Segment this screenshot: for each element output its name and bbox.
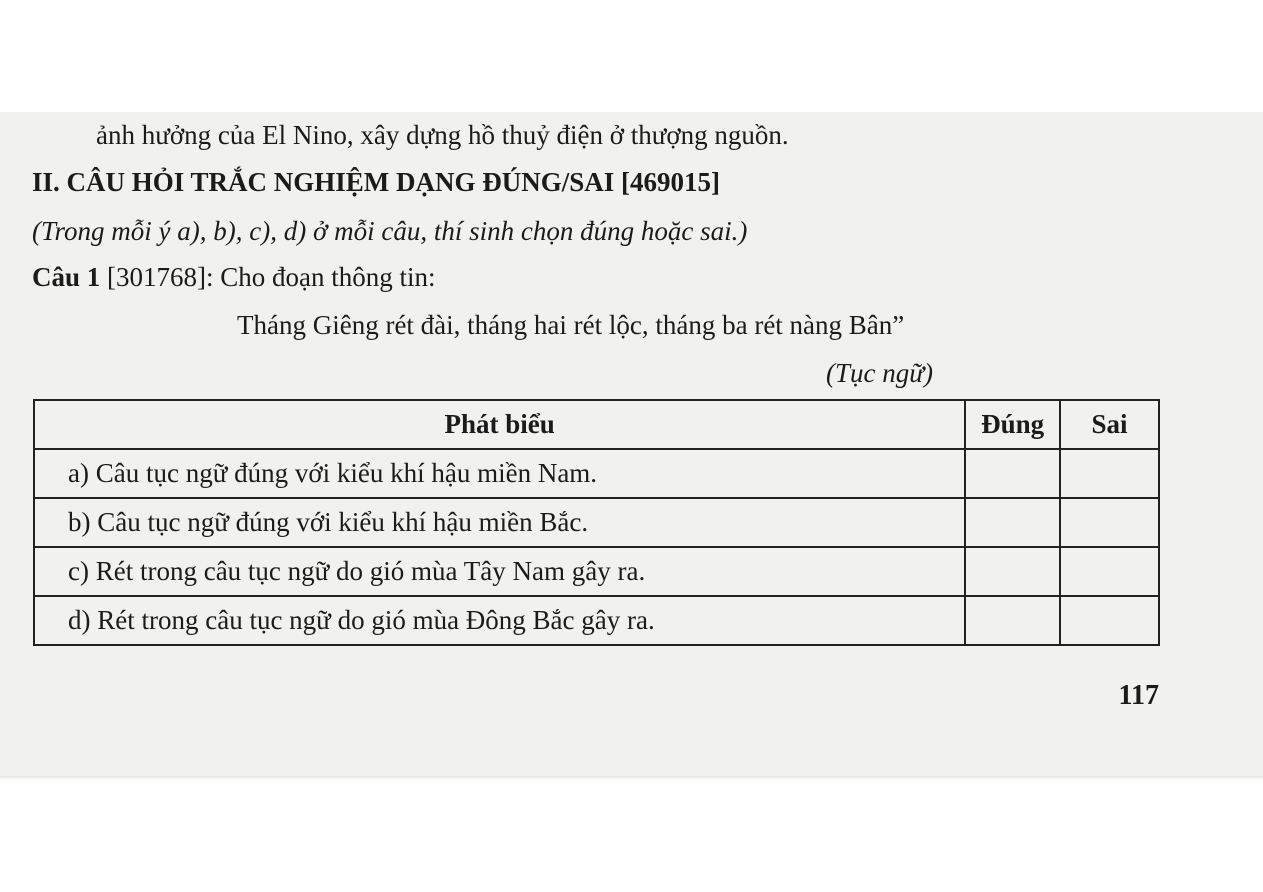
- question-text: [301768]: Cho đoạn thông tin:: [107, 262, 436, 292]
- statement-c: c) Rét trong câu tục ngữ do gió mùa Tây Nam gây ra.: [34, 547, 965, 596]
- statement-a: a) Câu tục ngữ đúng với kiểu khí hậu miền Nam.: [34, 449, 965, 498]
- answer-false-cell-b[interactable]: [1060, 498, 1159, 547]
- question-1: [32, 262, 436, 293]
- answer-true-cell-d[interactable]: [965, 596, 1060, 645]
- statement-b: b) Câu tục ngữ đúng với kiểu khí hậu miền Bắc.: [34, 498, 965, 547]
- true-false-table: [33, 399, 1160, 646]
- proverb-attribution: (Tục ngữ): [826, 358, 933, 388]
- answer-true-cell-c[interactable]: [965, 547, 1060, 596]
- instructions-text: (Trong mỗi ý a), b), c), d) ở mỗi câu, thí sinh chọn đúng hoặc sai.): [32, 216, 748, 246]
- table-row: [34, 449, 1159, 498]
- question-label: Câu 1: [32, 262, 101, 292]
- header-statement: Phát biểu: [34, 400, 965, 449]
- page-number: 117: [1118, 680, 1159, 711]
- table-row: [34, 596, 1159, 645]
- answer-false-cell-a[interactable]: [1060, 449, 1159, 498]
- proverb-quote: Tháng Giêng rét đài, tháng hai rét lộc, tháng ba rét nàng Bân”: [237, 310, 905, 340]
- header-false: Sai: [1060, 400, 1159, 449]
- answer-false-cell-c[interactable]: [1060, 547, 1159, 596]
- answer-true-cell-a[interactable]: [965, 449, 1060, 498]
- header-true: Đúng: [965, 400, 1060, 449]
- book-page: [0, 112, 1263, 780]
- page-bottom-edge: [0, 776, 1263, 780]
- statement-d: d) Rét trong câu tục ngữ do gió mùa Đông Bắc gây ra.: [34, 596, 965, 645]
- section-title: II. CÂU HỎI TRẮC NGHIỆM DẠNG ĐÚNG/SAI [469015]: [32, 167, 721, 197]
- cutoff-text-line: ảnh hưởng của El Nino, xây dựng hồ thuỷ điện ở thượng nguồn.: [96, 120, 789, 150]
- answer-true-cell-b[interactable]: [965, 498, 1060, 547]
- table-header-row: [34, 400, 1159, 449]
- table-row: [34, 498, 1159, 547]
- answer-false-cell-d[interactable]: [1060, 596, 1159, 645]
- table-row: [34, 547, 1159, 596]
